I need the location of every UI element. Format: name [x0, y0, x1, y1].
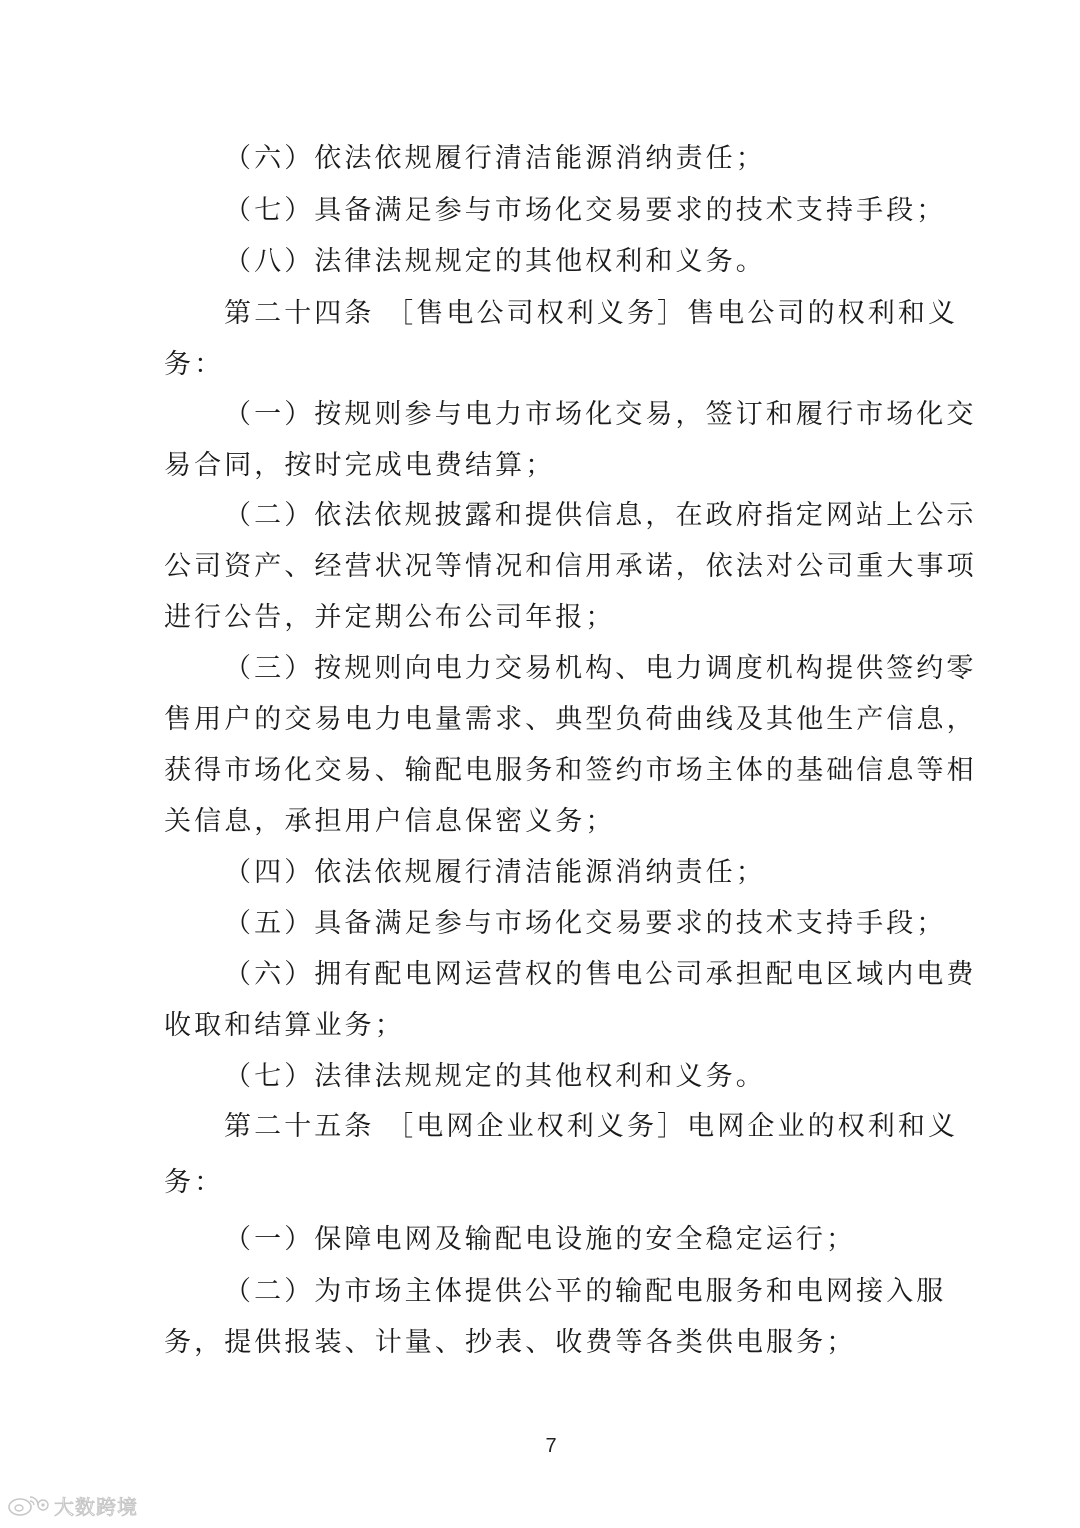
article-24-item-2-continued-2: 进行公告，并定期公布公司年报；	[164, 602, 616, 633]
article-24-item-3: （三）按规则向电力交易机构、电力调度机构提供签约零	[224, 653, 977, 684]
article-25-heading: 第二十五条 ［电网企业权利义务］电网企业的权利和义	[224, 1111, 959, 1142]
watermark	[6, 1490, 138, 1520]
article-24-item-3-continued-1: 售用户的交易电力电量需求、典型负荷曲线及其他生产信息，	[164, 704, 977, 735]
article-24-item-3-continued-3: 关信息，承担用户信息保密义务；	[164, 806, 616, 837]
list-item-7-technical-support: （七）具备满足参与市场化交易要求的技术支持手段；	[224, 195, 947, 226]
article-25-item-2-continued: 务，提供报装、计量、抄表、收费等各类供电服务；	[164, 1327, 857, 1358]
list-item-6-clean-energy: （六）依法依规履行清洁能源消纳责任；	[224, 143, 766, 174]
article-25-item-1: （一）保障电网及输配电设施的安全稳定运行；	[224, 1224, 857, 1255]
article-25-heading-continued: 务：	[164, 1167, 225, 1198]
article-24-item-6: （六）拥有配电网运营权的售电公司承担配电区域内电费	[224, 959, 977, 990]
article-24-item-3-continued-2: 获得市场化交易、输配电服务和签约市场主体的基础信息等相	[164, 755, 977, 786]
article-24-item-1: （一）按规则参与电力市场化交易，签订和履行市场化交	[224, 399, 977, 430]
watermark-text: 大数跨境	[54, 1494, 138, 1519]
weibo-logo-icon	[6, 1492, 50, 1518]
article-24-item-1-continued: 易合同，按时完成电费结算；	[164, 450, 556, 481]
article-24-heading-continued: 务：	[164, 349, 225, 380]
article-24-item-2-continued-1: 公司资产、经营状况等情况和信用承诺，依法对公司重大事项	[164, 551, 977, 582]
article-24-item-6-continued: 收取和结算业务；	[164, 1010, 405, 1041]
article-25-item-2: （二）为市场主体提供公平的输配电服务和电网接入服	[224, 1276, 947, 1307]
article-24-item-4: （四）依法依规履行清洁能源消纳责任；	[224, 857, 766, 888]
list-item-8-other-rights: （八）法律法规规定的其他权利和义务。	[224, 246, 766, 277]
article-24-item-2: （二）依法依规披露和提供信息，在政府指定网站上公示	[224, 500, 977, 531]
article-24-item-7: （七）法律法规规定的其他权利和义务。	[224, 1061, 766, 1092]
page-number: 7	[545, 1435, 557, 1457]
article-24-heading: 第二十四条 ［售电公司权利义务］售电公司的权利和义	[224, 298, 959, 329]
article-24-item-5: （五）具备满足参与市场化交易要求的技术支持手段；	[224, 908, 947, 939]
